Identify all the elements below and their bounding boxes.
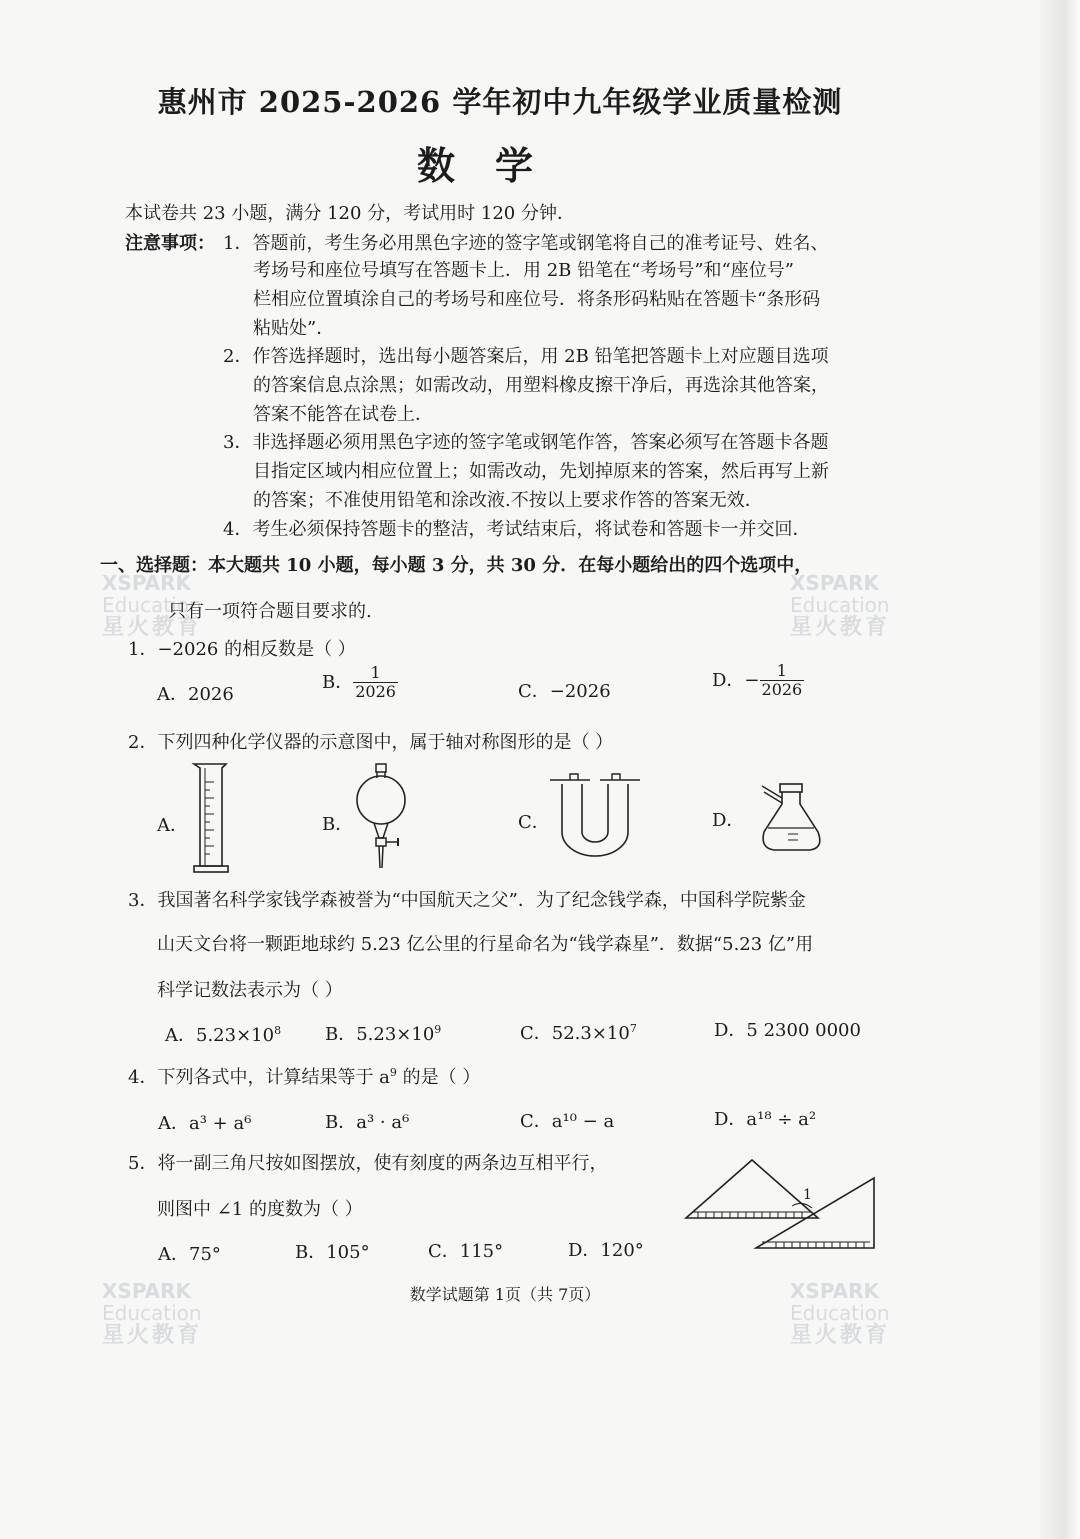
page-footer: 数学试题第 1页（共 7页） — [409, 1285, 601, 1304]
q3-option-c: C．$52.3\times 10^7$ — [520, 1022, 637, 1044]
question-2-stem: 2．下列四种化学仪器的示意图中，属于轴对称图形的是（ ） — [128, 732, 614, 753]
q4-option-d: D．a¹⁸ ÷ a² — [714, 1109, 817, 1130]
notice-line: 目指定区域内相应位置上；如需改动，先划掉原来的答案，然后再写上新 — [253, 461, 829, 482]
question-3-line: 科学记数法表示为（ ） — [157, 980, 343, 1001]
question-3-line: 3．我国著名科学家钱学森被誉为“中国航天之父”．为了纪念钱学森，中国科学院紫金 — [128, 890, 806, 911]
q5-option-b: B．105° — [295, 1242, 370, 1263]
q1-option-a: A．2026 — [157, 684, 234, 705]
section-heading-cont: 只有一项符合题目要求的. — [168, 601, 372, 622]
notice-line: 1．答题前，考生务必用黑色字迹的签字笔或钢笔将自己的准考证号、姓名、 — [223, 233, 829, 254]
set-squares-figure — [684, 1156, 880, 1252]
notice-line: 2．作答选择题时，选出每小题答案后，用 2B 铅笔把答题卡上对应题目选项 — [223, 346, 829, 367]
separatory-funnel-icon — [352, 762, 412, 872]
notice-line: 的答案；不准使用铅笔和涂改液.不按以上要求作答的答案无效． — [253, 490, 763, 511]
scan-page-edge — [1040, 0, 1080, 1539]
flask-icon — [752, 782, 832, 854]
watermark: XSPARK Education 星火教育 — [102, 1279, 203, 1348]
q3-option-d: D．5 2300 0000 — [714, 1020, 861, 1041]
notice-label: 注意事项： — [125, 233, 215, 254]
notice-line: 4．考生必须保持答题卡的整洁，考试结束后，将试卷和答题卡一并交回． — [223, 519, 811, 540]
question-1-stem: 1．−2026 的相反数是（ ） — [128, 639, 356, 660]
question-4-stem: 4．下列各式中，计算结果等于 $a^9$ 的是（ ） — [128, 1066, 481, 1088]
watermark: XSPARK Education 星火教育 — [102, 571, 203, 640]
graduated-cylinder-icon — [186, 762, 236, 877]
section-heading: 一、选择题：本大题共 10 小题，每小题 3 分，共 30 分．在每小题给出的四个选项中， — [100, 555, 813, 576]
q5-option-d: D．120° — [568, 1240, 644, 1261]
watermark: XSPARK Education 星火教育 — [790, 1279, 891, 1348]
watermark: XSPARK Education 星火教育 — [790, 571, 891, 640]
notice-line: 3．非选择题必须用黑色字迹的签字笔或钢笔作答，答案必须写在答题卡各题 — [223, 432, 829, 453]
question-5-line: 则图中 ∠1 的度数为（ ） — [157, 1199, 363, 1220]
u-tube-icon — [548, 772, 643, 862]
q4-option-a: A．a³ + a⁶ — [158, 1113, 252, 1134]
q2-option-d: D． — [712, 810, 745, 831]
q3-option-a: A．$5.23\times 10^8$ — [165, 1024, 282, 1046]
q1-option-c: C．−2026 — [518, 681, 611, 702]
q2-option-a: A． — [157, 815, 188, 836]
q3-option-b: B．$5.23\times 10^9$ — [325, 1023, 442, 1045]
q2-option-c: C． — [518, 812, 550, 833]
page-title: 惠州市 2025-2026 学年初中九年级学业质量检测 — [157, 85, 843, 119]
q4-option-b: B．a³ · a⁶ — [325, 1112, 410, 1133]
q2-option-b: B． — [322, 814, 354, 835]
notice-line: 粘贴处”． — [253, 318, 335, 339]
question-5-line: 5．将一副三角尺按如图摆放，使有刻度的两条边互相平行， — [128, 1153, 608, 1174]
q1-option-b: B． $\frac{1}{2026}$ — [322, 663, 396, 702]
notice-line: 考场号和座位号填写在答题卡上．用 2B 铅笔在“考场号”和“座位号” — [253, 260, 794, 281]
subject-title: 数学 — [416, 143, 573, 188]
notice-line: 栏相应位置填涂自己的考场号和座位号．将条形码粘贴在答题卡“条形码 — [253, 289, 821, 310]
angle-1-label: 1 — [803, 1187, 812, 1203]
q5-option-a: A．75° — [158, 1244, 221, 1265]
intro-text: 本试卷共 23 小题，满分 120 分，考试用时 120 分钟． — [125, 203, 575, 224]
notice-line: 答案不能答在试卷上． — [253, 404, 433, 425]
question-3-line: 山天文台将一颗距地球约 5.23 亿公里的行星命名为“钱学森星”．数据“5.23 亿”用 — [157, 934, 814, 955]
q5-option-c: C．115° — [428, 1241, 504, 1262]
q1-option-d: D．− $\frac{1}{2026}$ — [712, 661, 803, 700]
q4-option-c: C．a¹⁰ − a — [520, 1111, 615, 1132]
notice-line: 的答案信息点涂黑；如需改动，用塑料橡皮擦干净后，再选涂其他答案， — [253, 375, 829, 396]
